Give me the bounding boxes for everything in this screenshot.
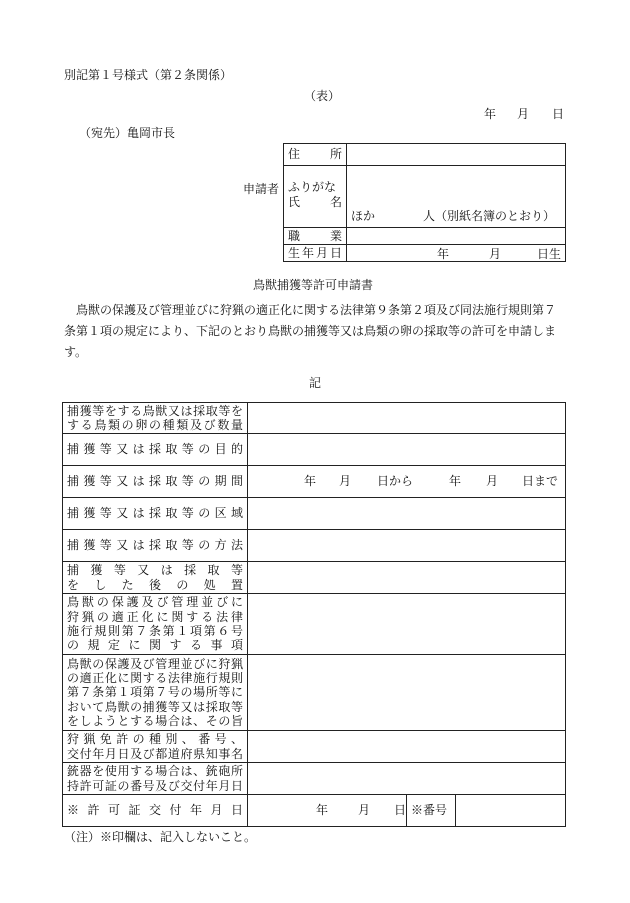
occupation-field[interactable] [347,228,566,245]
species-quantity-label-2: する鳥類の卵の種類及び数量 [67,418,243,432]
firearm-permit-label-cell [63,763,248,795]
disposal-label-2: をした後の処置 [67,577,243,592]
dob-day: 日生 [537,247,562,261]
others-prefix: ほか [351,209,376,223]
rule-item6-field[interactable] [248,594,566,655]
firearm-permit-label-1: 銃器を使用する場合は、銃砲所 [67,764,243,779]
date-month-label: 月 [517,107,530,121]
method-label-cell [63,530,248,562]
rule-item7-label-cell [63,655,248,731]
body-text-line-1: 鳥獣の保護及び管理並びに狩猟の適正化に関する法律第９条第２項及び同法施行規則第７ [76,303,557,317]
rule-item6-label-4: の規定に関する事項 [67,638,243,653]
disposal-field[interactable] [248,562,566,594]
permit-number-label-cell [407,795,456,827]
period-from-day: 日から [377,474,414,488]
dob-year: 年 [437,247,450,261]
permit-issue-month: 月 [358,803,371,817]
period-label-cell [63,466,248,498]
body-text-line-3: す。 [64,345,88,359]
species-quantity-label-cell [63,403,248,434]
document-title: 鳥獣捕獲等許可申請書 [253,278,374,292]
species-quantity-field[interactable] [248,403,566,434]
purpose-label: 捕獲等又は採取等の目的 [67,442,243,456]
others-suffix: 人（別紙名簿のとおり） [423,209,556,223]
rule-item7-label-3: 第７条第１項第７号の場所等に [67,685,243,700]
period-from-year: 年 [304,474,317,488]
permit-issue-day: 日 [394,803,407,817]
dob-label-cell [284,245,347,262]
permit-issue-date-field[interactable] [248,795,407,827]
dob-label: 生年月日 [288,245,342,260]
rule-item6-label-cell [63,594,248,655]
firearm-permit-field[interactable] [248,763,566,795]
date-year-label: 年 [484,107,497,121]
area-label: 捕獲等又は採取等の区域 [67,506,243,520]
name-field[interactable] [347,166,566,228]
disposal-label-1: 捕獲等又は採取等 [67,563,243,578]
address-label: 住 所 [288,147,342,161]
occupation-label: 職 業 [288,228,342,243]
address-field[interactable] [347,144,566,166]
rule-item6-label-2: 狩猟の適正化に関する法律 [67,609,243,624]
hunting-license-field[interactable] [248,731,566,763]
occupation-label-cell [284,228,347,245]
permit-issue-date-label-cell [63,795,248,827]
purpose-field[interactable] [248,434,566,466]
rule-item7-label-1: 鳥獣の保護及び管理並びに狩猟 [67,656,243,671]
rule-item6-label-3: 施行規則第７条第１項第６号 [67,624,243,638]
permit-number-label: ※番号 [411,803,448,817]
period-to-month: 月 [486,474,499,488]
period-to-day: 日まで [522,474,559,488]
permit-issue-year: 年 [316,803,329,817]
rule-item6-label-1: 鳥獣の保護及び管理並びに [67,595,243,610]
rule-item7-label-4: おいて鳥獣の捕獲等又は採取等 [67,699,243,714]
hunting-license-label-2: 交付年月日及び都道府県知事名 [67,746,243,761]
method-field[interactable] [248,530,566,562]
hunting-license-label-1: 狩猟免許の種別、番号、 [67,732,243,747]
species-quantity-label-1: 捕獲等をする鳥獣又は採取等を [67,403,243,418]
rule-item7-field[interactable] [248,655,566,731]
period-field[interactable] [248,466,566,498]
purpose-label-cell [63,434,248,466]
furigana-label: ふりがな [288,180,337,194]
area-label-cell [63,498,248,530]
addressee: （宛先）亀岡市長 [79,126,176,140]
footnote: （注）※印欄は、記入しないこと。 [64,830,257,844]
permit-issue-date-label: ※許可証交付年月日 [67,803,243,817]
rule-item7-label-2: の適正化に関する法律施行規則 [67,670,243,685]
permit-number-field[interactable] [456,795,566,827]
address-label-cell [284,144,347,166]
applicant-label: 申請者 [243,182,280,196]
details-table [62,402,566,827]
period-to-year: 年 [449,474,462,488]
dob-field[interactable] [347,245,566,262]
rule-item7-label-5: をしようとする場合は、その旨 [67,714,243,729]
form-number: 別記第１号様式（第２条関係） [64,68,233,82]
name-label: 氏 名 [288,195,342,209]
firearm-permit-label-2: 持許可証の番号及び交付年月日 [67,778,243,793]
period-from-month: 月 [339,474,352,488]
body-text-line-2: 条第１項の規定により、下記のとおり鳥獣の捕獲等又は鳥類の卵の採取等の許可を申請しま [64,324,557,338]
applicant-table [283,143,566,262]
hunting-license-label-cell [63,731,248,763]
name-label-cell [284,166,347,228]
dob-month: 月 [489,247,502,261]
form-side-label: （表） [304,89,341,103]
method-label: 捕獲等又は採取等の方法 [67,538,243,552]
period-label: 捕獲等又は採取等の期間 [67,474,243,488]
disposal-label-cell [63,562,248,594]
area-field[interactable] [248,498,566,530]
date-day-label: 日 [552,107,565,121]
ki-label: 記 [309,376,322,390]
